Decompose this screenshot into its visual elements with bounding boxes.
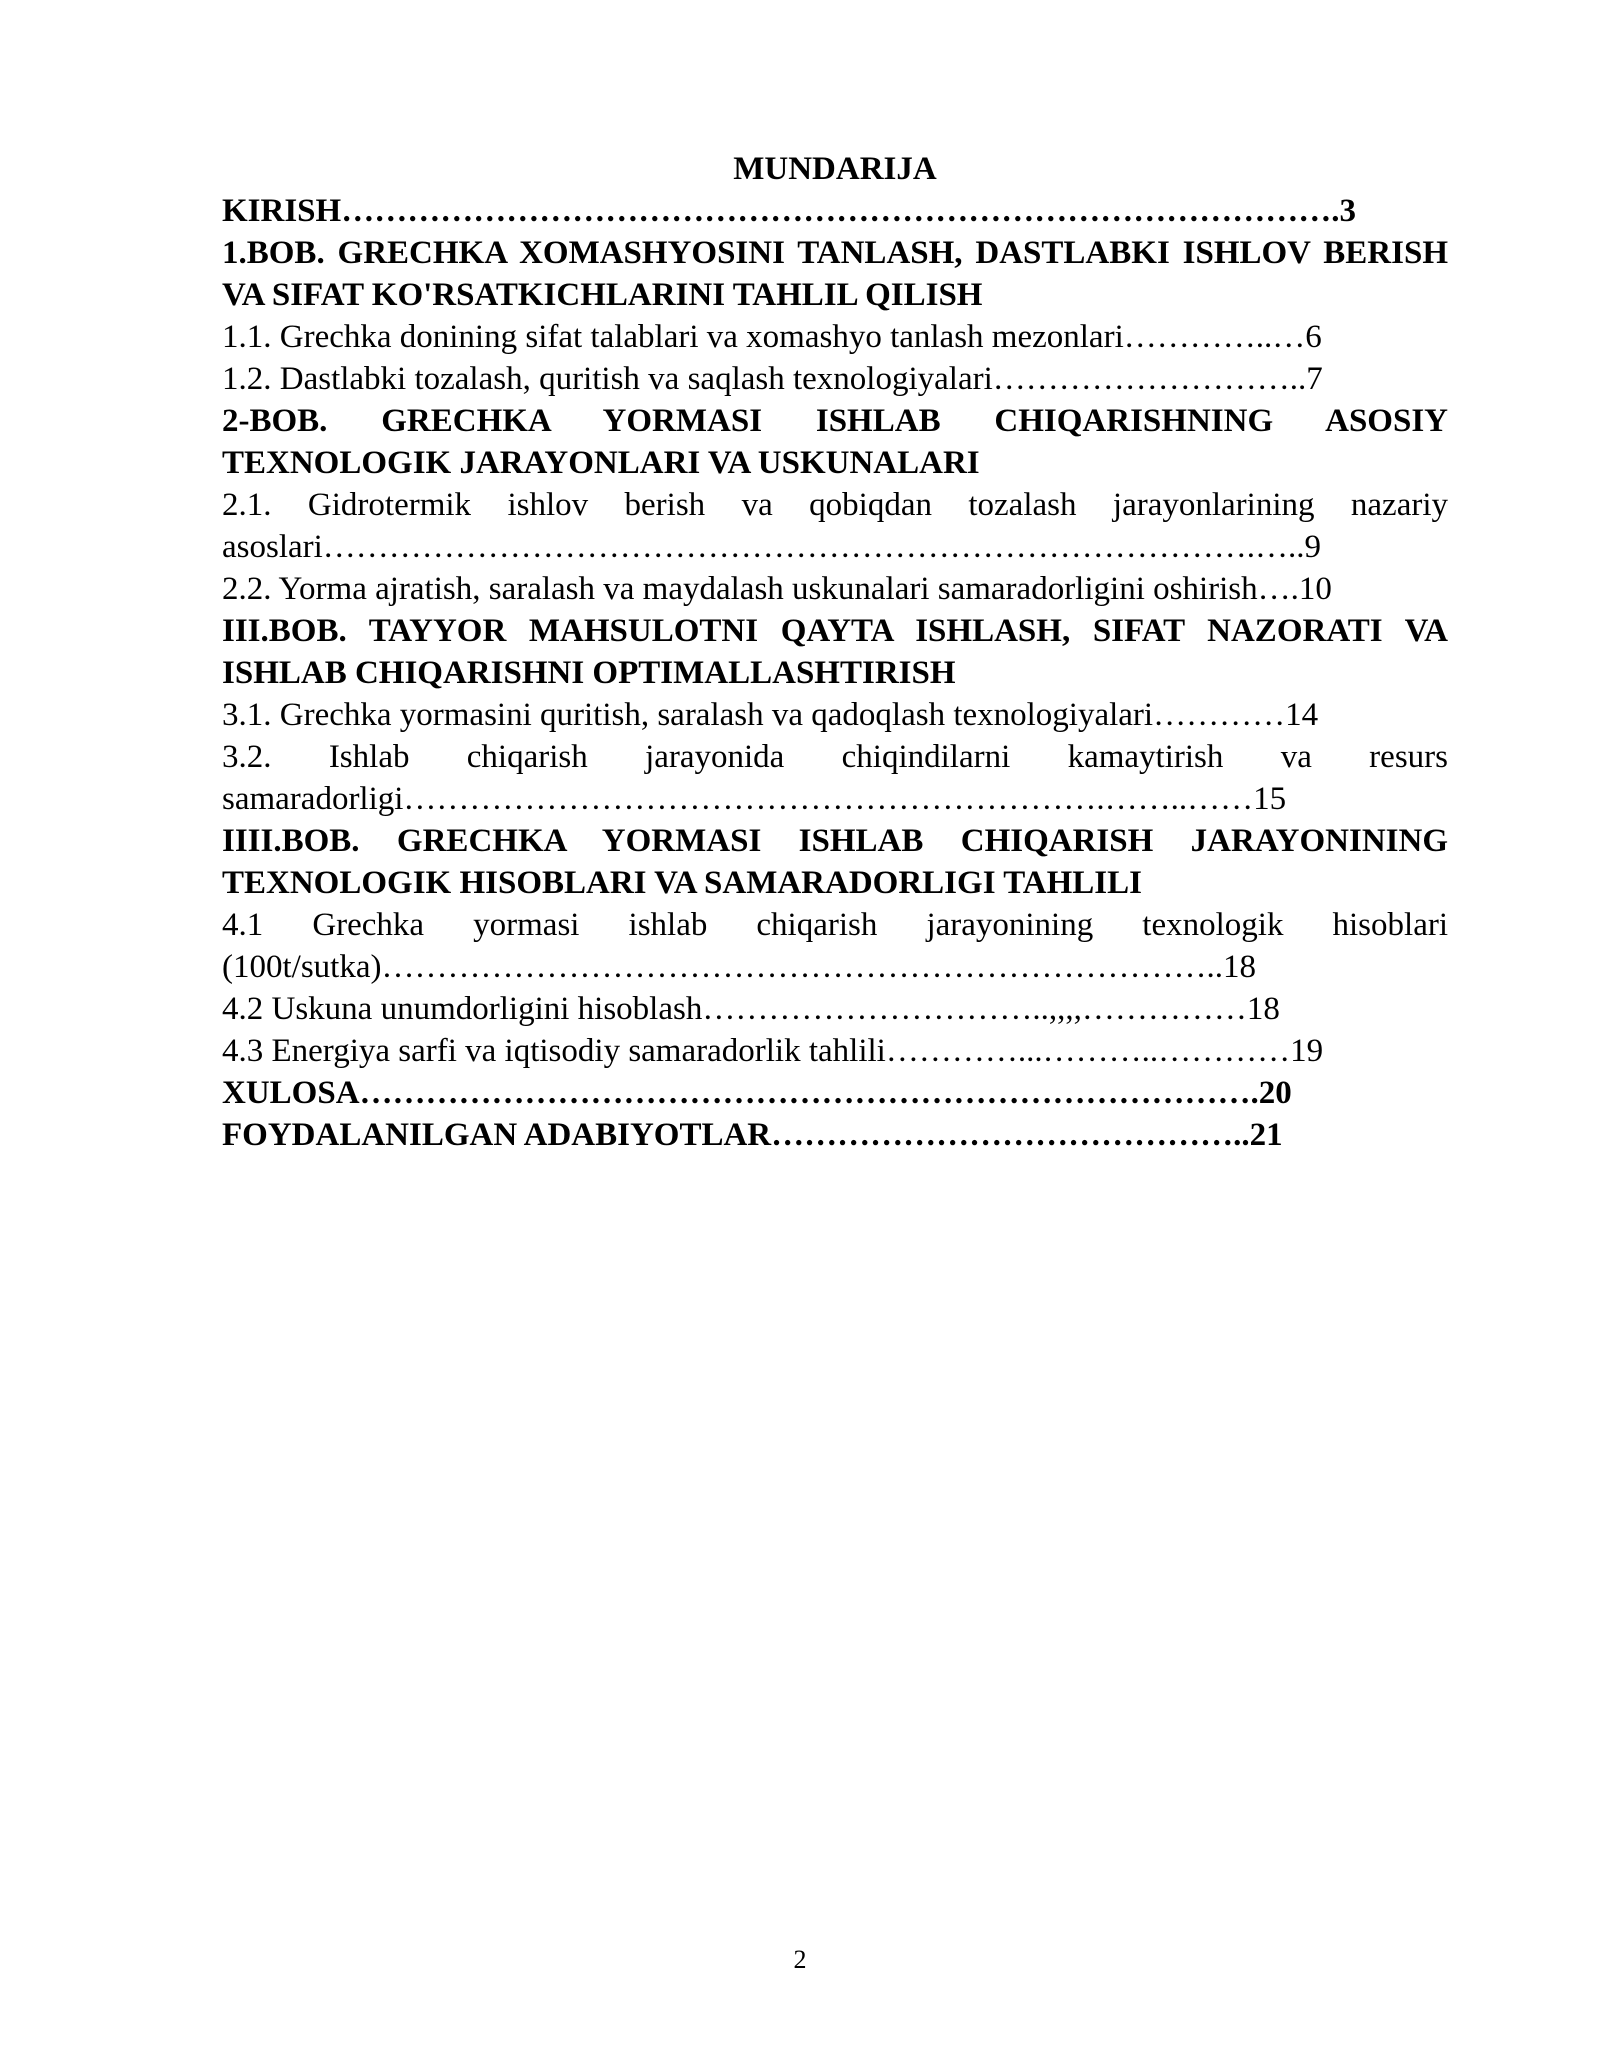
- toc-entries: [222, 190, 1448, 1156]
- toc-chapter-entry: 1.BOB. GRECHKA XOMASHYOSINI TANLASH, DASTLABKI ISHLOV BERISH VA SIFAT KO'RSATKICHLARINI TAHLIL QILISH: [222, 235, 1448, 313]
- toc-section-entry: 1.2. Dastlabki tozalash, quritish va saqlash texnologiyalari………………………..7: [222, 361, 1323, 397]
- toc-section-entry: 3.1. Grechka yormasini quritish, saralash va qadoqlash texnologiyalari…………14: [222, 697, 1319, 733]
- toc-section-entry: 2.2. Yorma ajratish, saralash va maydalash uskunalari samaradorligini oshirish….10: [222, 571, 1332, 607]
- toc-chapter-entry: KIRISH……………………………………………………………………………….3: [222, 193, 1356, 229]
- toc-chapter-entry: III.BOB. TAYYOR MAHSULOTNI QAYTA ISHLASH, SIFAT NAZORATI VA ISHLAB CHIQARISHNI OPTIMALLASHTIRISH: [222, 613, 1448, 691]
- toc-chapter-entry: IIII.BOB. GRECHKA YORMASI ISHLAB CHIQARISH JARAYONINING TEXNOLOGIK HISOBLARI VA SAMARADORLIGI TAHLILI: [222, 823, 1448, 901]
- toc-section-entry: 4.1 Grechka yormasi ishlab chiqarish jarayonining texnologik hisoblari (100t/sutka)…………………………………………………………………..18: [222, 907, 1448, 985]
- toc-chapter-entry: 2-BOB. GRECHKA YORMASI ISHLAB CHIQARISHNING ASOSIY TEXNOLOGIK JARAYONLARI VA USKUNALARI: [222, 403, 1448, 481]
- toc-chapter-entry: FOYDALANILGAN ADABIYOTLAR……………………………………..21: [222, 1117, 1283, 1153]
- page-number: 2: [793, 1945, 807, 1974]
- toc-title: MUNDARIJA: [733, 151, 937, 187]
- toc-section-entry: 4.2 Uskuna unumdorligini hisoblash…………………………..,,,,……………18: [222, 991, 1280, 1027]
- toc-chapter-entry: XULOSA……………………………………………………………………….20: [222, 1075, 1292, 1111]
- toc-section-entry: 3.2. Ishlab chiqarish jarayonida chiqindilarni kamaytirish va resurs samaradorligi……………………………………………………….……..……15: [222, 739, 1448, 817]
- toc-section-entry: 2.1. Gidrotermik ishlov berish va qobiqdan tozalash jarayonlarining nazariy asoslari………………………………………………………………………….…..9: [222, 487, 1448, 565]
- table-of-contents: [222, 148, 1448, 1156]
- toc-section-entry: 4.3 Energiya sarfi va iqtisodiy samaradorlik tahlili…………...………..…………19: [222, 1033, 1324, 1069]
- toc-section-entry: 1.1. Grechka donining sifat talablari va xomashyo tanlash mezonlari…………..…6: [222, 319, 1322, 355]
